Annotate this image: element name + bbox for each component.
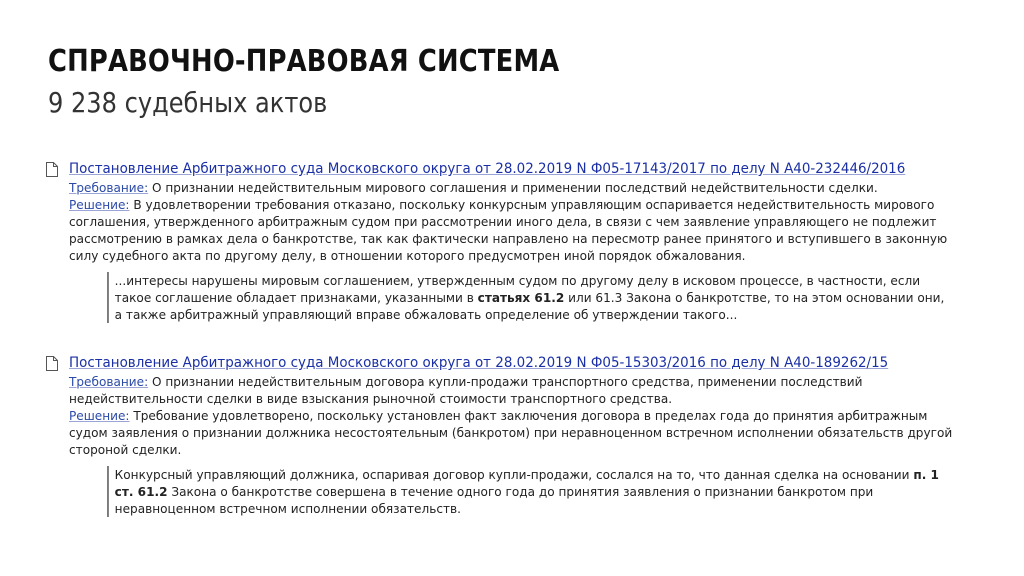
entry-summary bbox=[69, 179, 967, 264]
document-icon bbox=[46, 162, 58, 177]
document-link[interactable]: Постановление Арбитражного суда Московского округа от 28.02.2019 N Ф05-17143/2017 по делу N А40-232446/2016 bbox=[69, 161, 906, 177]
decision-label: Решение: bbox=[69, 408, 130, 423]
excerpt-text: ...интересы нарушены мировым соглашением, утвержденным судом по другому делу в исковом процессе, в частности, если такое соглашение обладает признаками, указанными в bbox=[114, 273, 921, 305]
decision-text: В удовлетворении требования отказано, поскольку конкурсным управляющим оспаривается недействительность мирового соглашения, утвержденного арбитражным судом при рассмотрении иного дела, в связи с чем заявление управляющего не подлежит рассмотрению в рамках дела о банкротстве, так как фактически направлено на пересмотр ранее принятого и вступившего в законную силу судебного акта по другому делу, в отношении которого предусмотрен иной порядок обжалования. bbox=[69, 197, 948, 263]
excerpt-quote bbox=[107, 272, 950, 323]
excerpt-highlight: статьях 61.2 bbox=[477, 290, 565, 305]
excerpt-quote bbox=[107, 466, 950, 517]
page-title: СПРАВОЧНО-ПРАВОВАЯ СИСТЕМА bbox=[48, 44, 560, 79]
decision-text: Требование удовлетворено, поскольку установлен факт заключения договора в пределах года до принятия арбитражным судом заявления о признании должника несостоятельным (банкротом) при неравноценном встречном исполнении обязательств другой стороной сделки. bbox=[69, 408, 953, 457]
excerpt-text: Конкурсный управляющий должника, оспаривая договор купли-продажи, сослался на то, что данная сделка на основании bbox=[114, 467, 914, 482]
document-link[interactable]: Постановление Арбитражного суда Московского округа от 28.02.2019 N Ф05-15303/2016 по делу N А40-189262/15 bbox=[69, 355, 889, 371]
requirement-text: О признании недействительным договора купли-продажи транспортного средства, применении последствий недействительности сделки в виде взыскания рыночной стоимости транспортного средства. bbox=[69, 374, 863, 406]
decision-label: Решение: bbox=[69, 197, 130, 212]
requirement-label: Требование: bbox=[69, 374, 149, 389]
requirement-label: Требование: bbox=[69, 180, 149, 195]
entry-summary bbox=[69, 373, 967, 458]
document-icon bbox=[46, 356, 58, 371]
excerpt-highlight: п. 1 ст. 61.2 bbox=[114, 467, 939, 499]
requirement-text: О признании недействительным мирового соглашения и применении последствий недействительности сделки. bbox=[148, 180, 878, 195]
page-subtitle: 9 238 судебных актов bbox=[48, 86, 328, 119]
excerpt-text: или 61.3 Закона о банкротстве, то на этом основании они, а также арбитражный управляющий вправе обжаловать определение об утверждении такого... bbox=[114, 290, 945, 322]
excerpt-text: Закона о банкротстве совершена в течение одного года до принятия заявления о признании банкротом при неравноценном встречном исполнении обязательств. bbox=[114, 484, 874, 516]
